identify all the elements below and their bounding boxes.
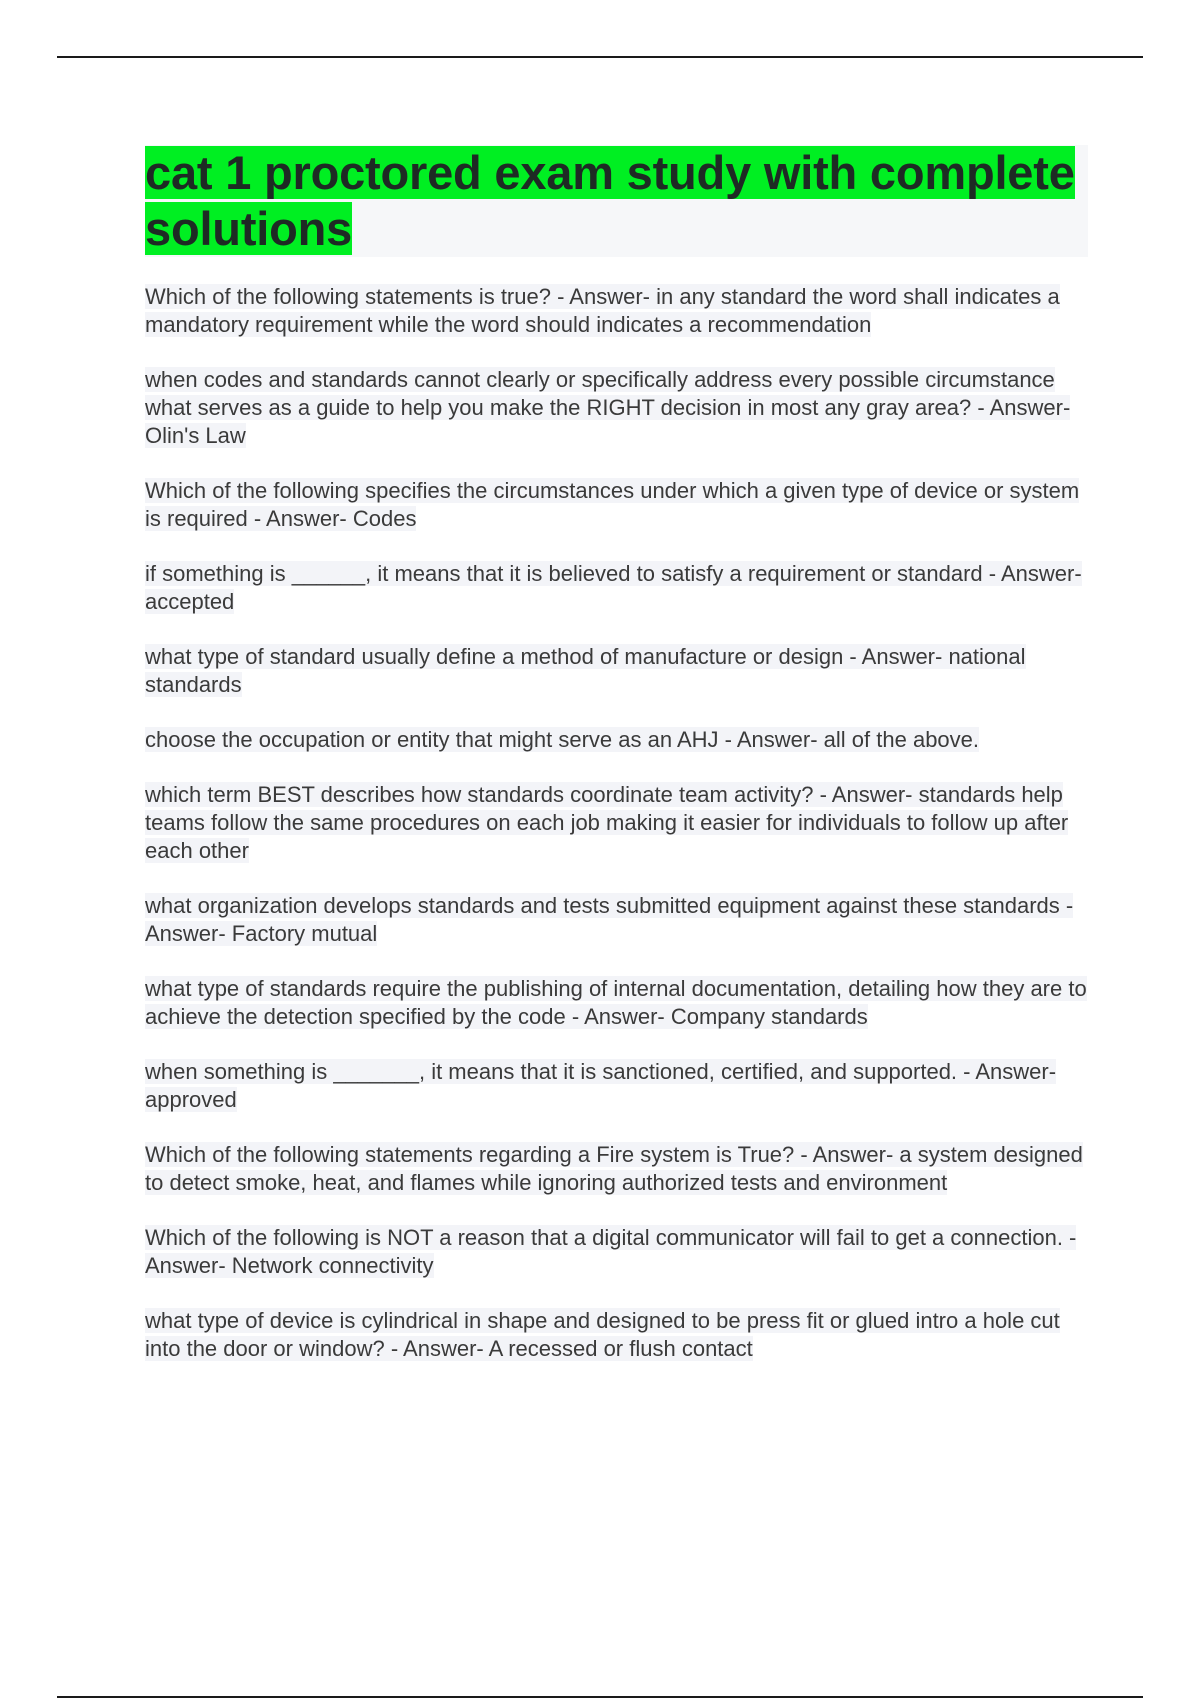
qa-item xyxy=(145,726,1088,754)
qa-item-text: what organization develops standards and tests submitted equipment against these standards - Answer- Factory mutual xyxy=(145,893,1074,946)
bottom-rule xyxy=(57,1696,1143,1698)
document-title xyxy=(145,145,1088,257)
qa-item-text: when something is _______, it means that it is sanctioned, certified, and supported. - Answer- approved xyxy=(145,1059,1057,1112)
qa-item-text: Which of the following is NOT a reason that a digital communicator will fail to get a connection. - Answer- Network connectivity xyxy=(145,1225,1077,1278)
qa-list xyxy=(145,283,1088,1363)
title-block xyxy=(145,145,1088,257)
qa-item xyxy=(145,892,1088,948)
qa-item-text: what type of standard usually define a method of manufacture or design - Answer- national standards xyxy=(145,644,1026,697)
qa-item-text: Which of the following specifies the circumstances under which a given type of device or system is required - Answer- Codes xyxy=(145,478,1080,531)
qa-item xyxy=(145,477,1088,533)
qa-item xyxy=(145,560,1088,616)
document-title-text: cat 1 proctored exam study with complete solutions xyxy=(145,146,1075,255)
qa-item xyxy=(145,1141,1088,1197)
qa-item xyxy=(145,1224,1088,1280)
qa-item xyxy=(145,781,1088,865)
qa-item xyxy=(145,366,1088,450)
qa-item xyxy=(145,1307,1088,1363)
qa-item-text: what type of standards require the publishing of internal documentation, detailing how they are to achieve the detection specified by the code - Answer- Company standards xyxy=(145,976,1087,1029)
document-body xyxy=(145,145,1088,1390)
qa-item-text: which term BEST describes how standards coordinate team activity? - Answer- standards help teams follow the same procedures on each job making it easier for individuals to follow up after each other xyxy=(145,782,1069,863)
qa-item-text: if something is ______, it means that it is believed to satisfy a requirement or standard - Answer- accepted xyxy=(145,561,1082,614)
qa-item-text: choose the occupation or entity that might serve as an AHJ - Answer- all of the above. xyxy=(145,727,980,752)
qa-item xyxy=(145,283,1088,339)
top-rule xyxy=(57,56,1143,58)
qa-item-text: what type of device is cylindrical in shape and designed to be press fit or glued intro a hole cut into the door or window? - Answer- A recessed or flush contact xyxy=(145,1308,1060,1361)
qa-item-text: Which of the following statements regarding a Fire system is True? - Answer- a system designed to detect smoke, heat, and flames while ignoring authorized tests and environment xyxy=(145,1142,1083,1195)
qa-item xyxy=(145,975,1088,1031)
qa-item-text: when codes and standards cannot clearly or specifically address every possible circumstance what serves as a guide to help you make the RIGHT decision in most any gray area? - Answer- Olin's Law xyxy=(145,367,1071,448)
qa-item-text: Which of the following statements is true? - Answer- in any standard the word shall indicates a mandatory requirement while the word should indicates a recommendation xyxy=(145,284,1060,337)
qa-item xyxy=(145,643,1088,699)
qa-item xyxy=(145,1058,1088,1114)
